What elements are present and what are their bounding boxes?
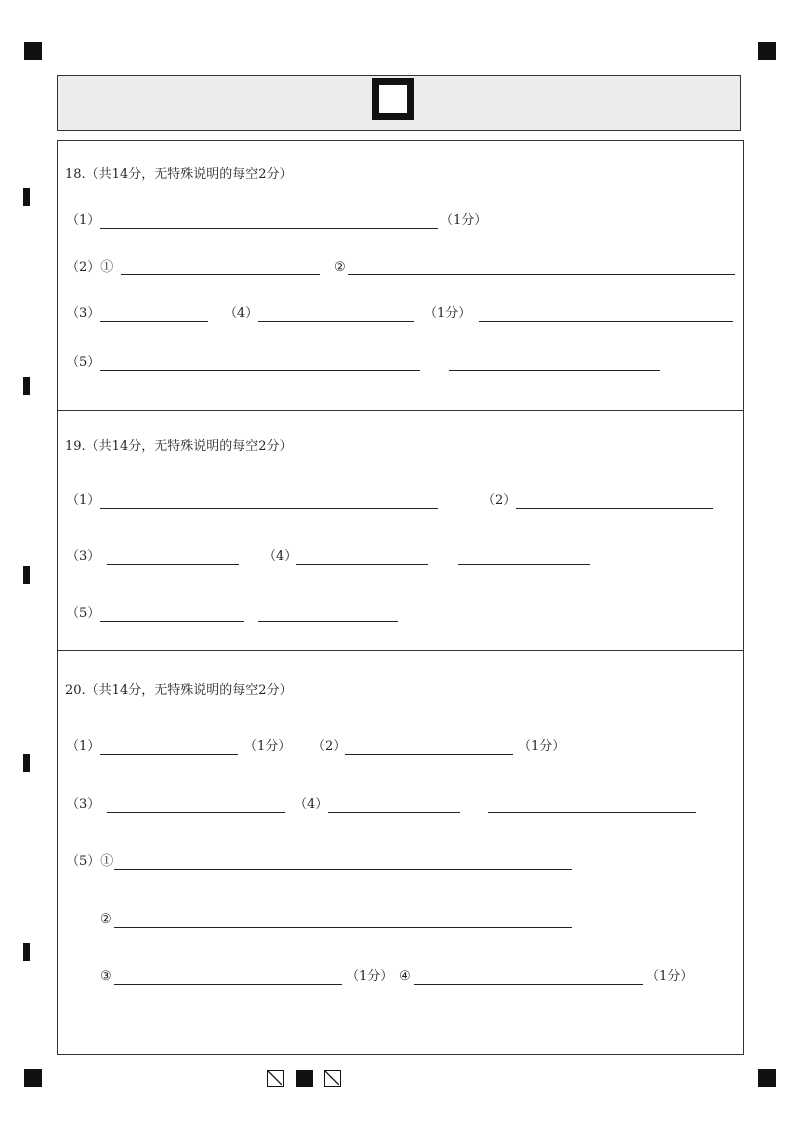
q18-part1-blank[interactable] — [100, 228, 438, 229]
q18-part2-blank-a[interactable] — [121, 274, 320, 275]
q20-part5-blank-a[interactable] — [114, 869, 572, 870]
q19-part4-label: （4） — [263, 549, 298, 564]
section-divider — [57, 650, 744, 651]
corner-mark-bottom-left — [24, 1069, 42, 1087]
q20-part1-score: （1分） — [244, 739, 292, 754]
q20-part2-score: （1分） — [518, 739, 566, 754]
q19-part2-label: （2） — [482, 493, 517, 508]
q20-part5-d-score: （1分） — [646, 969, 694, 984]
q20-part5-c-label: ③ — [100, 969, 112, 984]
q20-part1-label: （1） — [66, 739, 101, 754]
q19-part5-blank-a[interactable] — [100, 621, 244, 622]
q18-part2-b-label: ② — [334, 260, 346, 275]
q20-part3-label: （3） — [66, 797, 101, 812]
side-timing-mark — [23, 188, 30, 206]
q19-part5-blank-b[interactable] — [258, 621, 398, 622]
q20-part4-blank-a[interactable] — [328, 812, 460, 813]
question-19-title: 19.（共14分，无特殊说明的每空2分） — [65, 439, 293, 454]
side-timing-mark — [23, 566, 30, 584]
q19-part4-blank-a[interactable] — [296, 564, 428, 565]
q20-part5-b-label: ② — [100, 912, 112, 927]
q18-part3-blank[interactable] — [100, 321, 208, 322]
side-timing-mark — [23, 943, 30, 961]
q20-part1-blank[interactable] — [100, 754, 238, 755]
q18-part1-score: （1分） — [440, 213, 488, 228]
q20-part5-label: （5）① — [66, 854, 114, 869]
q18-part5-blank-b[interactable] — [449, 370, 660, 371]
question-18-title: 18.（共14分，无特殊说明的每空2分） — [65, 167, 293, 182]
q20-part2-blank[interactable] — [345, 754, 513, 755]
corner-mark-top-right — [758, 42, 776, 60]
page-id-mark-slashed — [267, 1070, 284, 1087]
header-marker-square — [372, 78, 414, 120]
q19-part5-label: （5） — [66, 606, 101, 621]
q18-part4-label: （4） — [224, 306, 259, 321]
q18-part1-label: （1） — [66, 213, 101, 228]
answer-area — [57, 140, 744, 1055]
q20-part4-label: （4） — [294, 797, 329, 812]
q20-part3-blank[interactable] — [107, 812, 285, 813]
side-timing-mark — [23, 754, 30, 772]
side-timing-mark — [23, 377, 30, 395]
q19-part1-label: （1） — [66, 493, 101, 508]
q18-part5-label: （5） — [66, 355, 101, 370]
q18-part2-label: （2）① — [66, 260, 114, 275]
q19-part4-blank-b[interactable] — [458, 564, 590, 565]
section-divider — [57, 410, 744, 411]
q20-part5-blank-b[interactable] — [114, 927, 572, 928]
q19-part1-blank[interactable] — [100, 508, 438, 509]
corner-mark-top-left — [24, 42, 42, 60]
q18-part3-label: （3） — [66, 306, 101, 321]
q20-part5-c-score: （1分） — [346, 969, 394, 984]
page-id-mark-slashed — [324, 1070, 341, 1087]
q20-part5-blank-c[interactable] — [114, 984, 342, 985]
q19-part2-blank[interactable] — [516, 508, 713, 509]
question-20-title: 20.（共14分，无特殊说明的每空2分） — [65, 683, 293, 698]
page-id-mark-solid — [296, 1070, 313, 1087]
q18-part4-score: （1分） — [424, 306, 472, 321]
q20-part5-blank-d[interactable] — [414, 984, 643, 985]
q19-part3-blank[interactable] — [107, 564, 239, 565]
q18-part5-blank-a[interactable] — [100, 370, 420, 371]
q20-part5-d-label: ④ — [399, 969, 411, 984]
q18-part4-blank-b[interactable] — [479, 321, 733, 322]
q18-part2-blank-b[interactable] — [348, 274, 735, 275]
q18-part4-blank-a[interactable] — [258, 321, 414, 322]
q20-part2-label: （2） — [312, 739, 347, 754]
corner-mark-bottom-right — [758, 1069, 776, 1087]
q20-part4-blank-b[interactable] — [488, 812, 696, 813]
q19-part3-label: （3） — [66, 549, 101, 564]
